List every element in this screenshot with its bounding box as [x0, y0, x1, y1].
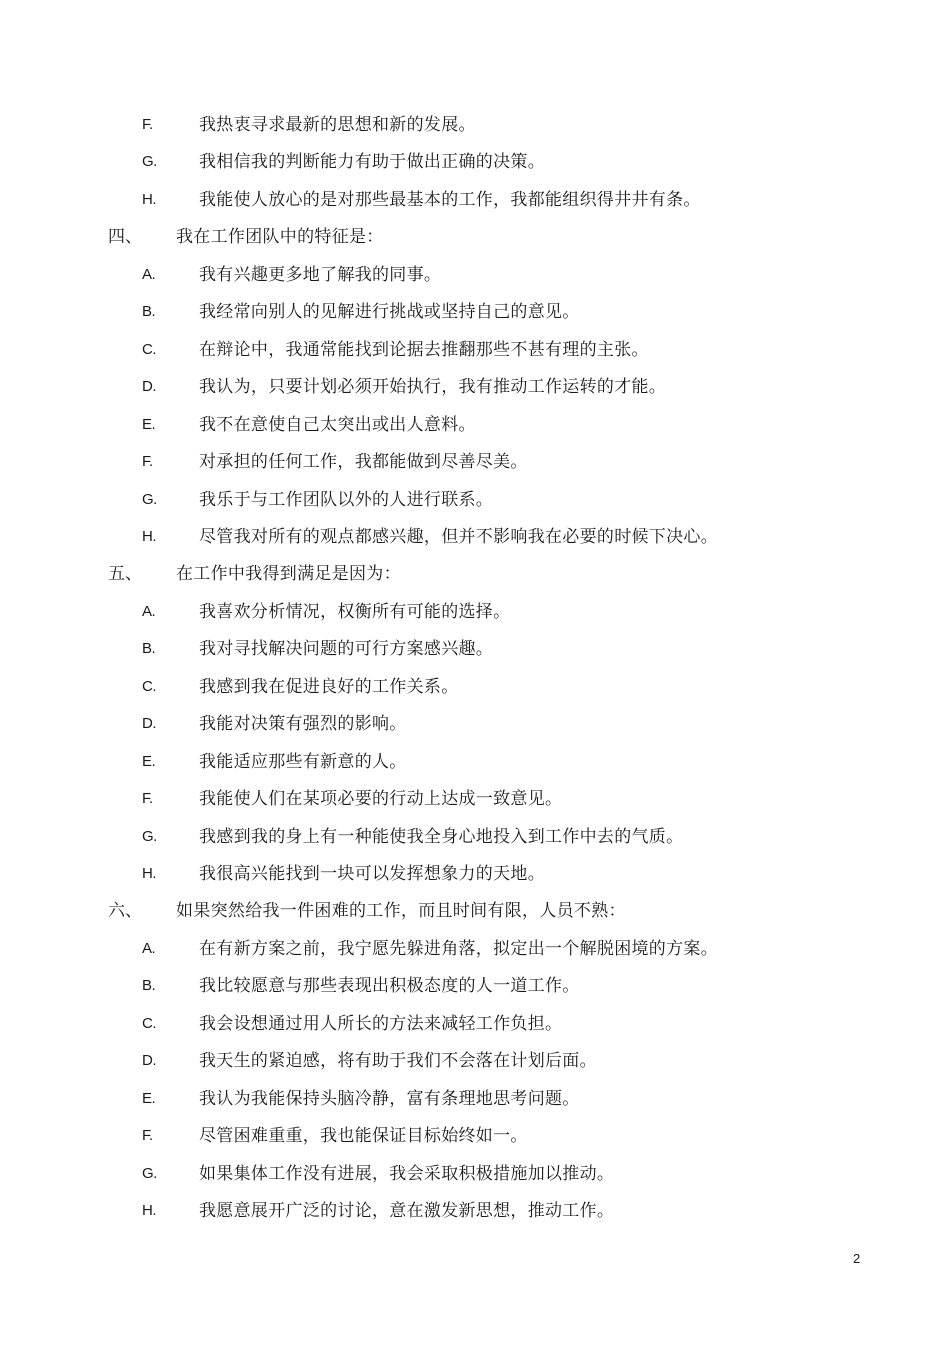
- option-letter: B.: [142, 977, 156, 995]
- option-item: [0, 449, 950, 475]
- option-letter: H.: [142, 527, 156, 545]
- option-text: 尽管困难重重，我也能保证目标始终如一。: [199, 1126, 528, 1147]
- page-number: 2: [853, 1251, 861, 1266]
- option-item: [0, 711, 950, 737]
- option-item: [0, 824, 950, 850]
- option-text: 我认为我能保持头脑冷静，富有条理地思考问题。: [199, 1088, 580, 1109]
- question-number: 四、: [108, 227, 142, 248]
- option-item: [0, 674, 950, 700]
- option-letter: G.: [142, 153, 157, 171]
- option-item: [0, 1198, 950, 1224]
- option-letter: C.: [142, 677, 156, 695]
- option-item: [0, 749, 950, 775]
- option-text: 我能适应那些有新意的人。: [199, 751, 407, 772]
- option-text: 我会设想通过用人所长的方法来减轻工作负担。: [199, 1013, 563, 1034]
- option-letter: F.: [142, 790, 153, 808]
- option-text: 我相信我的判断能力有助于做出正确的决策。: [199, 152, 545, 173]
- option-letter: H.: [142, 865, 156, 882]
- option-letter: G.: [142, 1164, 157, 1182]
- option-letter: G.: [142, 490, 157, 508]
- option-item: [0, 412, 950, 438]
- option-letter: C.: [142, 1014, 156, 1032]
- option-letter: B.: [142, 303, 156, 321]
- option-item: [0, 262, 950, 288]
- option-text: 我有兴趣更多地了解我的同事。: [199, 264, 442, 285]
- question-heading: [0, 561, 950, 587]
- option-letter: G.: [142, 827, 157, 845]
- option-letter: D.: [142, 715, 156, 733]
- option-text: 我很高兴能找到一块可以发挥想象力的天地。: [199, 864, 545, 884]
- option-letter: C.: [142, 340, 156, 358]
- option-text: 我愿意展开广泛的讨论，意在激发新思想，推动工作。: [199, 1201, 615, 1222]
- option-item: [0, 374, 950, 400]
- option-text: 我能使人们在某项必要的行动上达成一致意见。: [199, 789, 563, 810]
- option-text: 我热衷寻求最新的思想和新的发展。: [199, 115, 476, 135]
- option-letter: A.: [142, 602, 156, 620]
- option-item: [0, 861, 950, 887]
- option-letter: D.: [142, 378, 156, 396]
- option-item: [0, 786, 950, 812]
- option-item: [0, 487, 950, 513]
- option-text: 我比较愿意与那些表现出积极态度的人一道工作。: [199, 976, 580, 997]
- question-heading: [0, 898, 950, 924]
- option-text: 我经常向别人的见解进行挑战或坚持自己的意见。: [199, 302, 580, 323]
- option-item: [0, 599, 950, 625]
- option-item: [0, 187, 950, 213]
- option-letter: F.: [142, 1127, 153, 1145]
- option-item: [0, 337, 950, 363]
- option-item: [0, 1123, 950, 1149]
- option-item: [0, 524, 950, 550]
- option-text: 我感到我在促进良好的工作关系。: [199, 676, 459, 697]
- option-item: [0, 936, 950, 962]
- option-letter: H.: [142, 190, 156, 208]
- option-text: 我感到我的身上有一种能使我全身心地投入到工作中去的气质。: [199, 826, 684, 847]
- option-item: [0, 299, 950, 325]
- option-text: 我能使人放心的是对那些最基本的工作，我都能组织得井井有条。: [199, 189, 701, 210]
- option-text: 在有新方案之前，我宁愿先躲进角落，拟定出一个解脱困境的方案。: [199, 938, 718, 959]
- option-text: 我对寻找解决问题的可行方案感兴趣。: [199, 639, 494, 660]
- question-number: 六、: [108, 901, 142, 922]
- option-text: 我能对决策有强烈的影响。: [199, 714, 407, 735]
- option-letter: A.: [142, 265, 156, 283]
- option-item: [0, 112, 950, 138]
- option-item: [0, 1086, 950, 1112]
- option-text: 我喜欢分析情况，权衡所有可能的选择。: [199, 601, 511, 622]
- option-letter: E.: [142, 415, 156, 433]
- option-item: [0, 1011, 950, 1037]
- option-item: [0, 1048, 950, 1074]
- option-text: 我天生的紧迫感，将有助于我们不会落在计划后面。: [199, 1051, 597, 1072]
- option-text: 如果集体工作没有进展，我会采取积极措施加以推动。: [199, 1163, 615, 1184]
- option-letter: E.: [142, 1089, 156, 1107]
- question-number: 五、: [108, 564, 142, 585]
- option-item: [0, 1161, 950, 1187]
- option-letter: B.: [142, 640, 156, 658]
- option-text: 我不在意使自己太突出或出人意料。: [199, 414, 476, 435]
- option-letter: A.: [142, 939, 156, 957]
- option-text: 对承担的任何工作，我都能做到尽善尽美。: [199, 452, 528, 473]
- question-heading: [0, 224, 950, 250]
- option-letter: F.: [142, 116, 153, 133]
- option-item: [0, 636, 950, 662]
- option-item: [0, 149, 950, 175]
- option-text: 我认为，只要计划必须开始执行，我有推动工作运转的才能。: [199, 377, 667, 398]
- option-letter: F.: [142, 453, 153, 471]
- option-item: [0, 973, 950, 999]
- question-text: 在工作中我得到满足是因为：: [176, 564, 401, 585]
- option-letter: D.: [142, 1052, 156, 1070]
- option-text: 尽管我对所有的观点都感兴趣，但并不影响我在必要的时候下决心。: [199, 526, 718, 547]
- option-text: 在辩论中，我通常能找到论据去推翻那些不甚有理的主张。: [199, 339, 649, 360]
- question-text: 如果突然给我一件困难的工作，而且时间有限，人员不熟：: [176, 901, 626, 922]
- option-text: 我乐于与工作团队以外的人进行联系。: [199, 489, 494, 510]
- option-letter: E.: [142, 752, 156, 770]
- option-letter: H.: [142, 1202, 156, 1220]
- question-text: 我在工作团队中的特征是：: [176, 227, 384, 248]
